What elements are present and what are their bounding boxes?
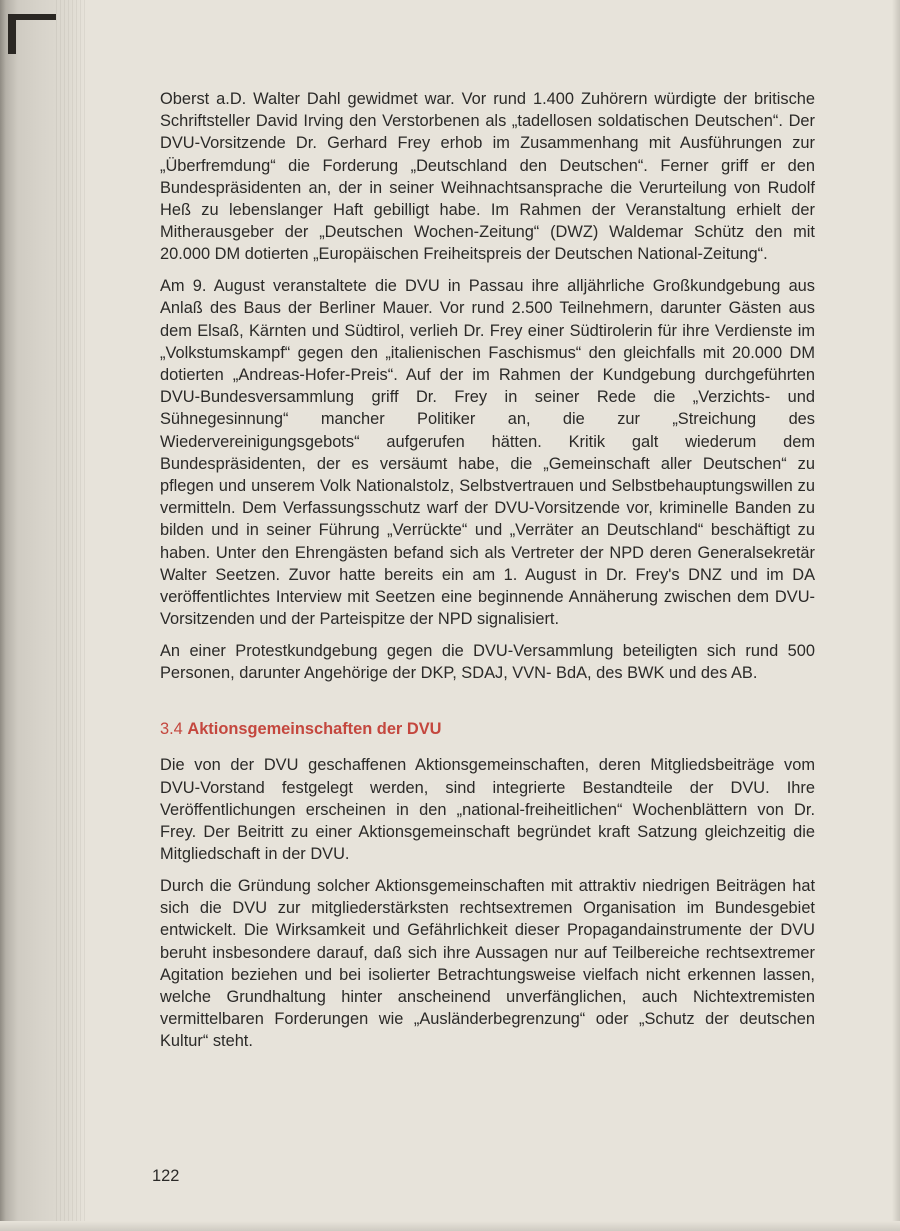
paragraph: Oberst a.D. Walter Dahl gewidmet war. Vor rund 1.400 Zuhörern würdigte der britische Schriftsteller David Irving den Verstorbenen als „tadellosen soldatischen Deutschen“. Der DVU-Vorsitzende Dr. Gerhard Frey erhob im Zusammenhang mit Ausführungen zur „Überfremdung“ die Forderung „Deutschland den Deutschen“. Ferner griff er den Bundespräsidenten an, der in seiner Weihnachtsansprache die Verurteilung von Rudolf Heß zu lebenslanger Haft gebilligt habe. Im Rahmen der Veranstaltung erhielt der Mitherausgeber der „Deutschen Wochen-Zeitung“ (DWZ) Waldemar Schütz den mit 20.000 DM dotierten „Europäischen Freiheitspreis der Deutschen National-Zeitung“. xyxy=(160,90,815,264)
bottom-page-edge xyxy=(0,1221,900,1231)
section-number: 3.4 xyxy=(160,720,183,739)
page-number: 122 xyxy=(152,1167,180,1185)
paragraph: An einer Protestkundgebung gegen die DVU-Versammlung beteiligten sich rund 500 Personen, darunter Angehörige der DKP, SDAJ, VVN- BdA, des BWK und des AB. xyxy=(160,641,815,683)
paragraph: Durch die Gründung solcher Aktionsgemeinschaften mit attraktiv niedrigen Beiträgen hat sich die DVU zur mitgliederstärksten rechtsextremen Organisation im Bundesgebiet entwickelt. Die Wirksamkeit und Gefährlichkeit dieser Propagandainstrumente der DVU beruht insbesondere darauf, daß sich ihre Aussagen nur auf Teilbereiche rechtsextremer Agitation beziehen und bei isolierter Betrachtungsweise vielfach nicht erkennen lassen, welche Grundhaltung hinter anscheinend unverfänglichen, auch Nichtextremisten vermittelbaren Forderungen wie „Ausländerbegrenzung“ oder „Schutz der deutschen Kultur“ steht. xyxy=(160,877,815,1051)
section-heading xyxy=(160,718,815,740)
body-text xyxy=(160,88,815,1062)
paragraph: Die von der DVU geschaffenen Aktionsgemeinschaften, deren Mitgliedsbeiträge vom DVU-Vorstand festgelegt werden, sind integrierte Bestandteile der DVU. Ihre Veröffentlichungen erscheinen in den „national-freiheitlichen“ Wochenblättern von Dr. Frey. Der Beitritt zu einer Aktionsgemeinschaft begründet kraft Satzung gleichzeitig die Mitgliedschaft in der DVU. xyxy=(160,756,815,864)
paragraph: Am 9. August veranstaltete die DVU in Passau ihre alljährliche Großkundgebung aus Anlaß des Baus der Berliner Mauer. Vor rund 2.500 Teilnehmern, darunter Gästen aus dem Elsaß, Kärnten und Südtirol, verlieh Dr. Frey einer Südtirolerin für ihre Verdienste im „Volkstumskampf“ gegen den „italienischen Faschismus“ den gleichfalls mit 20.000 DM dotierten „Andreas-Hofer-Preis“. Auf der im Rahmen der Kundgebung durchgeführten DVU-Bundesversammlung griff Dr. Frey in seiner Rede die „Verzichts- und Sühnegesinnung“ mancher Politiker an, die zur „Streichung des Wiedervereinigungsgebots“ aufgerufen hätten. Kritik galt wiederum dem Bundespräsidenten, der es versäumt habe, die „Gemeinschaft aller Deutschen“ zu pflegen und unserem Volk Nationalstolz, Selbstvertrauen und Selbstbehauptungswillen zu vermitteln. Dem Verfassungsschutz warf der DVU-Vorsitzende vor, kriminelle Banden zu bilden und in seiner Führung „Verrückte“ und „Verräter an Deutschland“ beschäftigt zu haben. Unter den Ehrengästen befand sich als Vertreter der NPD deren Generalsekretär Walter Seetzen. Zuvor hatte bereits ein am 1. August in Dr. Frey's DNZ und im DA veröffentlichtes Interview mit Seetzen eine beginnende Annäherung zwischen dem DVU-Vorsitzenden und der Parteispitze der NPD signalisiert. xyxy=(160,277,815,629)
page-edges xyxy=(56,0,86,1231)
section-title: Aktionsgemeinschaften der DVU xyxy=(187,720,442,739)
scan-corner-mark-vertical xyxy=(8,14,16,54)
right-page-edge xyxy=(892,0,900,1231)
